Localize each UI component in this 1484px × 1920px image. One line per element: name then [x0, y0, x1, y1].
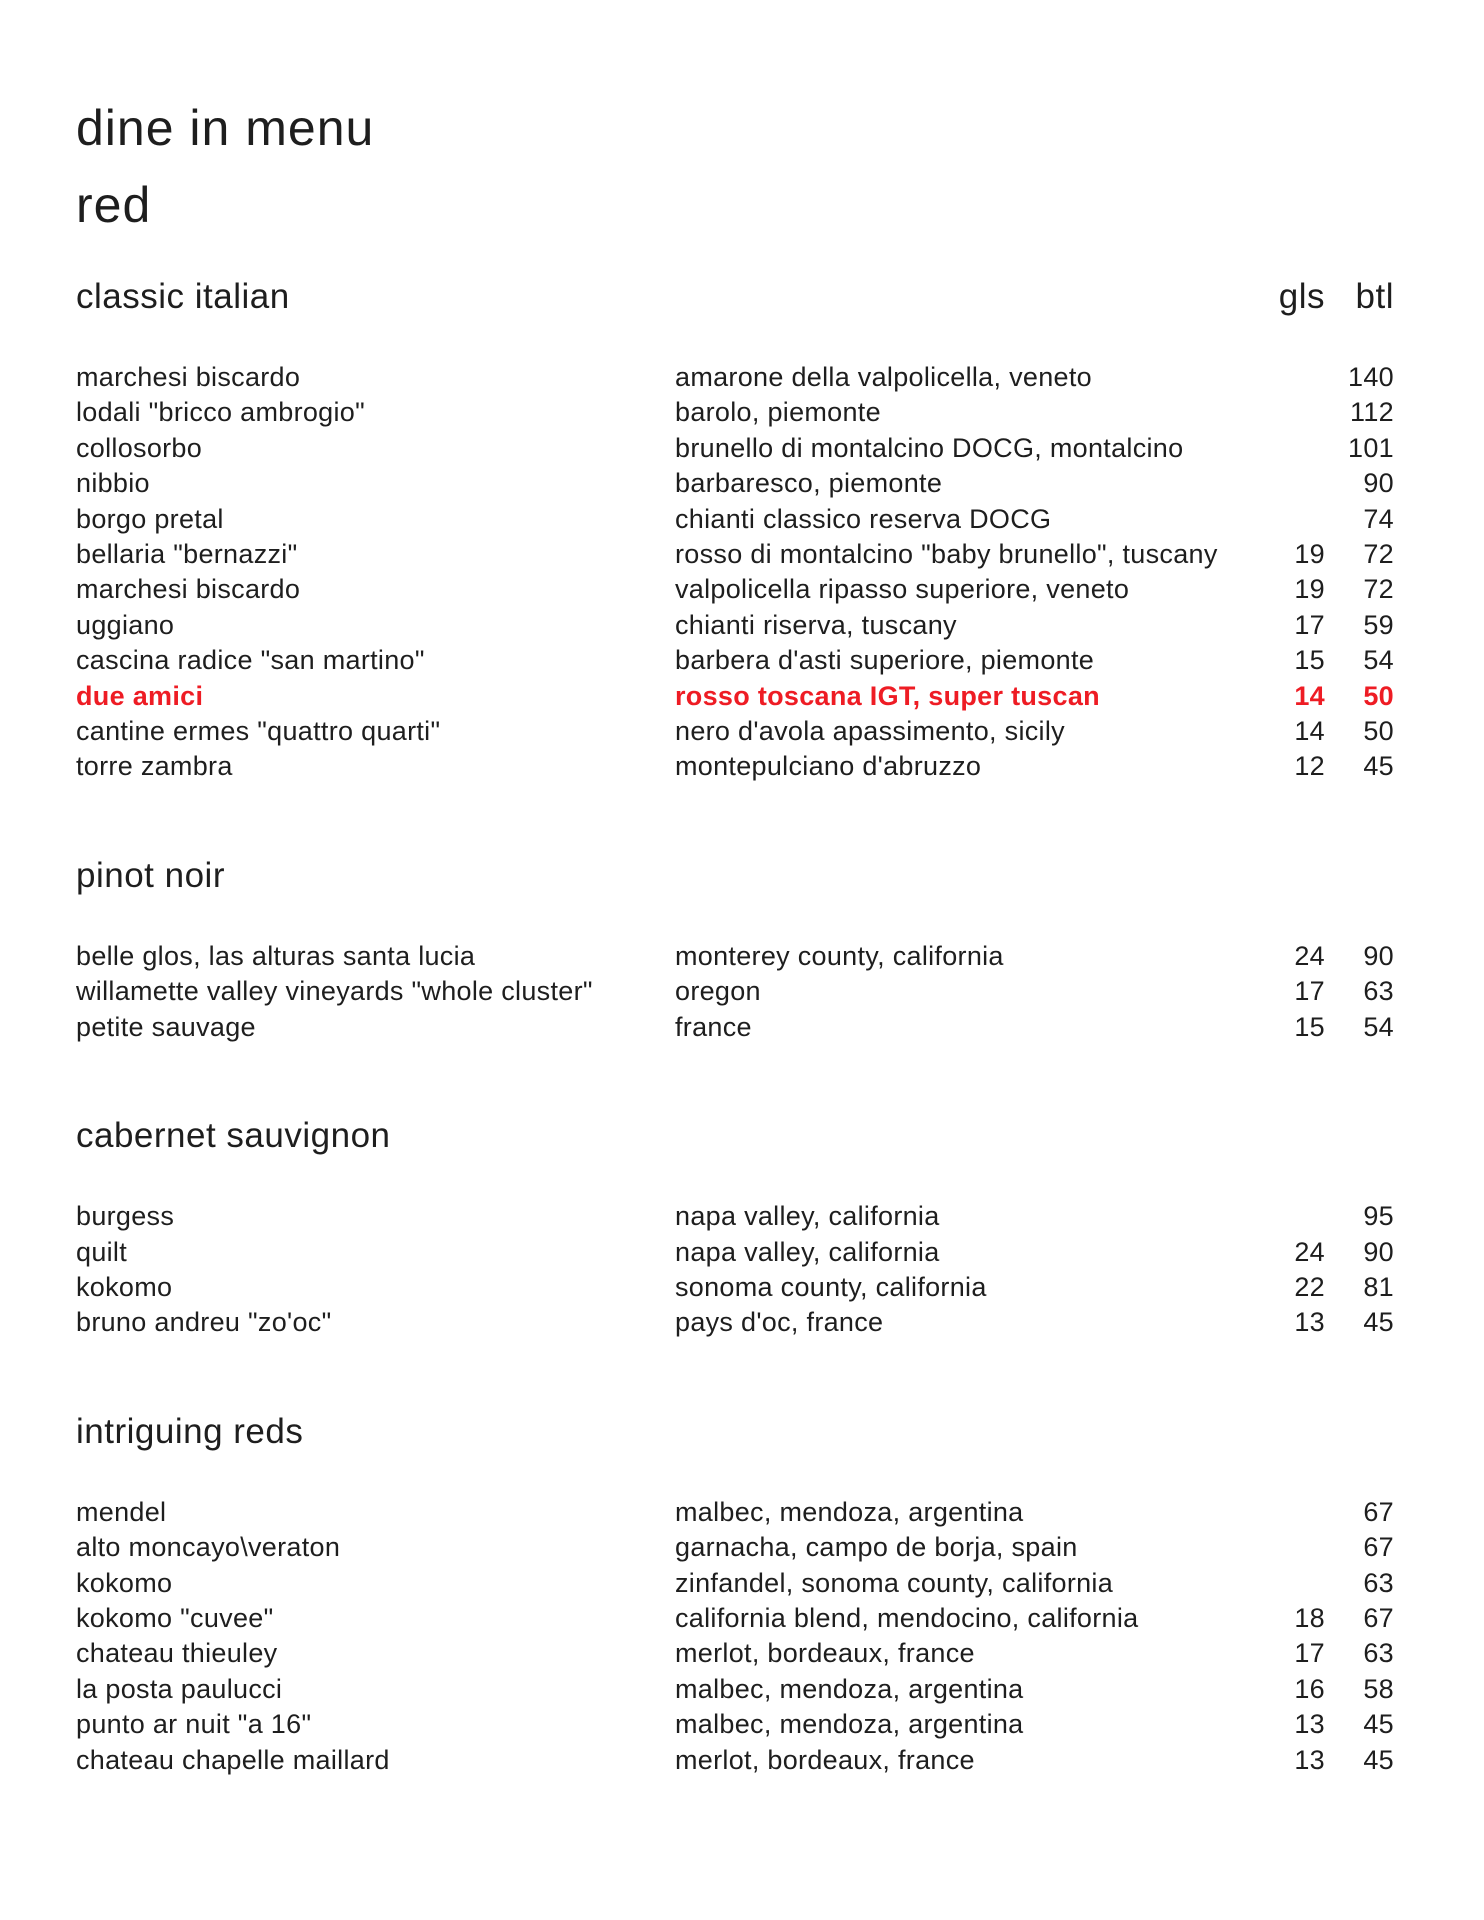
- bottle-price-cell: 112: [1350, 397, 1394, 428]
- glass-price-cell: 22: [1294, 1271, 1325, 1302]
- producer-cell: chateau thieuley: [76, 1638, 278, 1669]
- bottle-price-cell: 63: [1363, 1567, 1394, 1598]
- glass-price-cell: 19: [1294, 574, 1325, 605]
- producer-cell: alto moncayo\veraton: [76, 1532, 341, 1563]
- glass-price-cell: 24: [1294, 1236, 1325, 1267]
- description-cell: garnacha, campo de borja, spain: [675, 1532, 1078, 1563]
- bottle-price-cell: 67: [1363, 1602, 1394, 1633]
- wine-row: [76, 1235, 1394, 1270]
- description-cell: napa valley, california: [675, 1201, 940, 1232]
- bottle-price-cell: 45: [1363, 1709, 1394, 1740]
- wine-row: [76, 1601, 1394, 1636]
- description-cell: zinfandel, sonoma county, california: [675, 1567, 1114, 1598]
- description-cell: montepulciano d'abruzzo: [675, 751, 982, 782]
- description-cell: barbaresco, piemonte: [675, 468, 943, 499]
- wine-row: [76, 1672, 1394, 1707]
- producer-cell: belle glos, las alturas santa lucia: [76, 940, 476, 971]
- bottle-price-cell: 54: [1363, 645, 1394, 676]
- wine-row: [76, 608, 1394, 643]
- glass-price-cell: 17: [1294, 1638, 1325, 1669]
- wine-row: [76, 572, 1394, 607]
- bottle-price-cell: 45: [1363, 1744, 1394, 1775]
- section-header: [76, 1411, 1394, 1453]
- glass-price-cell: 12: [1294, 751, 1325, 782]
- producer-cell: marchesi biscardo: [76, 362, 301, 392]
- description-cell: merlot, bordeaux, france: [675, 1744, 975, 1775]
- glass-price-cell: [1265, 1530, 1325, 1565]
- wine-row: [76, 1305, 1394, 1340]
- glass-price-cell: 14: [1294, 716, 1325, 747]
- wine-row: [76, 643, 1394, 678]
- description-cell: amarone della valpolicella, veneto: [675, 362, 1092, 392]
- glass-price-cell: [1265, 466, 1325, 501]
- description-cell: monterey county, california: [675, 940, 1004, 971]
- glass-price-cell: 13: [1294, 1744, 1325, 1775]
- section-title: pinot noir: [76, 855, 225, 895]
- wine-rows: [76, 360, 1394, 785]
- producer-cell: torre zambra: [76, 751, 233, 782]
- glass-price-cell: 13: [1294, 1709, 1325, 1740]
- wine-row: [76, 1566, 1394, 1601]
- glass-price-cell: [1265, 1495, 1325, 1530]
- bottle-price-cell: 54: [1363, 1011, 1394, 1042]
- bottle-price-cell: 74: [1363, 503, 1394, 534]
- bottle-price-cell: 67: [1363, 1496, 1394, 1527]
- section-header: [76, 1115, 1394, 1157]
- bottle-price-cell: 67: [1363, 1532, 1394, 1563]
- wine-rows: [76, 1199, 1394, 1341]
- page-title-line-2: red: [76, 177, 152, 233]
- glass-price-cell: [1265, 395, 1325, 430]
- glass-price-cell: 24: [1294, 940, 1325, 971]
- producer-cell: quilt: [76, 1236, 128, 1267]
- producer-cell: bruno andreu "zo'oc": [76, 1307, 332, 1338]
- bottle-price-cell: 63: [1363, 1638, 1394, 1669]
- bottle-price-cell: 101: [1348, 432, 1394, 463]
- bottle-price-cell: 90: [1363, 1236, 1394, 1267]
- description-cell: chianti riserva, tuscany: [675, 609, 957, 640]
- producer-cell: burgess: [76, 1201, 175, 1232]
- description-cell: napa valley, california: [675, 1236, 940, 1267]
- producer-cell: chateau chapelle maillard: [76, 1744, 390, 1775]
- section-header: [76, 276, 1394, 318]
- section-header: [76, 855, 1394, 897]
- wine-row: [76, 749, 1394, 784]
- wine-list: [76, 276, 1394, 1778]
- wine-rows: [76, 1495, 1394, 1778]
- description-cell: merlot, bordeaux, france: [675, 1638, 975, 1669]
- producer-cell: cantine ermes "quattro quarti": [76, 716, 441, 747]
- wine-row: [76, 1530, 1394, 1565]
- glass-price-cell: 15: [1294, 1011, 1325, 1042]
- description-cell: barbera d'asti superiore, piemonte: [675, 645, 1095, 676]
- bottle-price-cell: 50: [1363, 716, 1394, 747]
- glass-price-cell: [1265, 502, 1325, 537]
- producer-cell: borgo pretal: [76, 503, 224, 534]
- description-cell: malbec, mendoza, argentina: [675, 1673, 1024, 1704]
- wine-row: [76, 679, 1394, 714]
- producer-cell: kokomo: [76, 1271, 173, 1302]
- bottle-price-cell: 45: [1363, 751, 1394, 782]
- wine-row: [76, 974, 1394, 1009]
- wine-row: [76, 431, 1394, 466]
- wine-row: [76, 714, 1394, 749]
- page-title-line-1: dine in menu: [76, 100, 375, 156]
- wine-row: [76, 1495, 1394, 1530]
- glass-price-cell: [1265, 360, 1325, 395]
- producer-cell: due amici: [76, 680, 204, 711]
- description-cell: sonoma county, california: [675, 1271, 987, 1302]
- glass-price-cell: 16: [1294, 1673, 1325, 1704]
- producer-cell: marchesi biscardo: [76, 574, 301, 605]
- description-cell: malbec, mendoza, argentina: [675, 1496, 1024, 1527]
- bottle-price-cell: 63: [1363, 976, 1394, 1007]
- wine-row: [76, 466, 1394, 501]
- glass-price-cell: [1265, 1199, 1325, 1234]
- bottle-price-cell: 59: [1363, 609, 1394, 640]
- glass-price-cell: 18: [1294, 1602, 1325, 1633]
- wine-row: [76, 502, 1394, 537]
- wine-row: [76, 1010, 1394, 1045]
- producer-cell: cascina radice "san martino": [76, 645, 425, 676]
- glass-price-cell: 15: [1294, 645, 1325, 676]
- wine-section: [76, 276, 1394, 785]
- description-cell: barolo, piemonte: [675, 397, 881, 428]
- description-cell: pays d'oc, france: [675, 1307, 884, 1338]
- glass-price-cell: 17: [1294, 976, 1325, 1007]
- producer-cell: petite sauvage: [76, 1011, 256, 1042]
- page-title: [76, 90, 1394, 244]
- wine-row: [76, 360, 1394, 395]
- description-cell: valpolicella ripasso superiore, veneto: [675, 574, 1130, 605]
- description-cell: brunello di montalcino DOCG, montalcino: [675, 432, 1184, 463]
- wine-row: [76, 1707, 1394, 1742]
- bottle-price-cell: 45: [1363, 1307, 1394, 1338]
- wine-row: [76, 1743, 1394, 1778]
- glass-price-cell: [1265, 1566, 1325, 1601]
- bottle-price-cell: 72: [1363, 539, 1394, 570]
- wine-row: [76, 1636, 1394, 1671]
- wine-section: [76, 855, 1394, 1045]
- producer-cell: collosorbo: [76, 432, 203, 463]
- producer-cell: punto ar nuit "a 16": [76, 1709, 312, 1740]
- description-cell: france: [675, 1011, 752, 1042]
- description-cell: rosso toscana IGT, super tuscan: [675, 680, 1100, 711]
- bottle-price-cell: 95: [1363, 1201, 1394, 1232]
- bottle-price-cell: 81: [1363, 1271, 1394, 1302]
- glass-price-cell: 17: [1294, 609, 1325, 640]
- producer-cell: kokomo "cuvee": [76, 1602, 274, 1633]
- bottle-price-cell: 72: [1363, 574, 1394, 605]
- section-title: intriguing reds: [76, 1411, 304, 1451]
- description-cell: chianti classico reserva DOCG: [675, 503, 1052, 534]
- glass-column-header: gls: [1278, 277, 1325, 316]
- wine-row: [76, 1199, 1394, 1234]
- wine-section: [76, 1411, 1394, 1778]
- description-cell: rosso di montalcino "baby brunello", tuscany: [675, 539, 1218, 570]
- producer-cell: bellaria "bernazzi": [76, 539, 298, 570]
- glass-price-cell: 19: [1294, 539, 1325, 570]
- producer-cell: mendel: [76, 1496, 167, 1527]
- menu-content: [76, 90, 1394, 1778]
- section-title: cabernet sauvignon: [76, 1116, 391, 1156]
- bottle-price-cell: 58: [1363, 1673, 1394, 1704]
- description-cell: california blend, mendocino, california: [675, 1602, 1139, 1633]
- wine-row: [76, 939, 1394, 974]
- wine-row: [76, 1270, 1394, 1305]
- description-cell: nero d'avola apassimento, sicily: [675, 716, 1065, 747]
- wine-row: [76, 537, 1394, 572]
- description-cell: malbec, mendoza, argentina: [675, 1709, 1024, 1740]
- bottle-price-cell: 90: [1363, 940, 1394, 971]
- producer-cell: lodali "bricco ambrogio": [76, 397, 365, 428]
- wine-rows: [76, 939, 1394, 1045]
- section-title: classic italian: [76, 277, 290, 316]
- producer-cell: la posta paulucci: [76, 1673, 283, 1704]
- bottle-price-cell: 140: [1348, 362, 1394, 392]
- bottle-price-cell: 50: [1363, 680, 1394, 711]
- producer-cell: willamette valley vineyards "whole cluster": [76, 976, 593, 1007]
- glass-price-cell: [1265, 431, 1325, 466]
- bottle-price-cell: 90: [1363, 468, 1394, 499]
- bottle-column-header: btl: [1355, 277, 1394, 316]
- producer-cell: uggiano: [76, 609, 175, 640]
- wine-section: [76, 1115, 1394, 1341]
- glass-price-cell: 14: [1294, 680, 1325, 711]
- producer-cell: kokomo: [76, 1567, 173, 1598]
- glass-price-cell: 13: [1294, 1307, 1325, 1338]
- producer-cell: nibbio: [76, 468, 150, 499]
- description-cell: oregon: [675, 976, 761, 1007]
- wine-row: [76, 395, 1394, 430]
